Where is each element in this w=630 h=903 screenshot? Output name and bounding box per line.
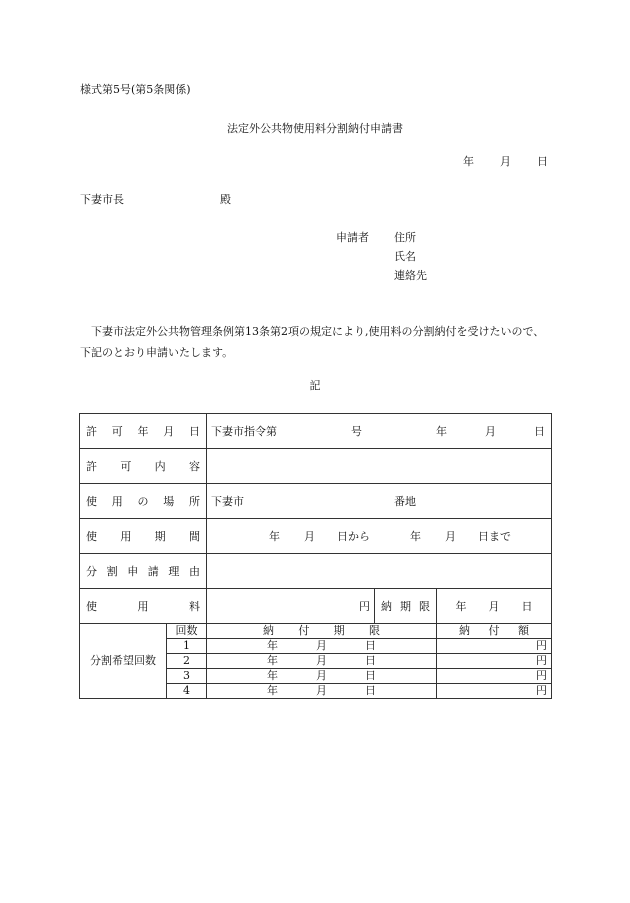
permit-content-label: 許可内容: [80, 449, 207, 484]
period-from-year: 年: [269, 530, 280, 543]
installment-header-row: [80, 624, 552, 639]
permit-content-row: [80, 449, 552, 484]
fee-row: [80, 589, 552, 624]
permit-content-field[interactable]: [207, 449, 552, 484]
installment-amount-field[interactable]: 円: [437, 639, 552, 654]
applicant-name-label: 氏名: [394, 250, 416, 263]
permit-month: 月: [485, 425, 496, 438]
installment-label: 分割希望回数: [80, 624, 167, 699]
period-to-year: 年: [410, 530, 421, 543]
reason-field[interactable]: [207, 554, 552, 589]
document-title: 法定外公共物使用料分割納付申請書: [227, 122, 403, 135]
period-to-suffix: 日まで: [478, 530, 511, 543]
due-month: 月: [488, 600, 500, 613]
fee-amount-field[interactable]: [207, 589, 375, 624]
reason-row: [80, 554, 552, 589]
fee-yen: 円: [359, 600, 370, 613]
body-paragraph: 下妻市法定外公共物管理条例第13条第2項の規定により,使用料の分割納付を受けたいので、下記のとおり申請いたします。: [80, 325, 545, 359]
applicant-contact-label: 連絡先: [394, 269, 427, 282]
installment-amount-field[interactable]: 円: [437, 684, 552, 699]
installment-due-field[interactable]: 年 月 日: [207, 684, 437, 699]
due-day: 日: [521, 600, 533, 613]
amount-header: 納付額: [437, 624, 552, 639]
date-year: 年: [463, 155, 474, 168]
location-banchi: 番地: [394, 495, 416, 508]
location-row: [80, 484, 552, 519]
installment-number: 4: [167, 684, 207, 699]
permit-no-suffix: 号: [351, 425, 362, 438]
form-number-label: 様式第5号(第5条関係): [80, 83, 191, 96]
period-row: [80, 519, 552, 554]
period-to-month: 月: [445, 530, 456, 543]
period-from-month: 月: [304, 530, 315, 543]
installment-number: 3: [167, 669, 207, 684]
permit-day: 日: [534, 425, 545, 438]
period-label: 使用期間: [80, 519, 207, 554]
count-header: 回数: [167, 624, 207, 639]
permit-year: 年: [436, 425, 447, 438]
period-field[interactable]: [207, 519, 552, 554]
ki-heading: 記: [309, 379, 321, 392]
due-year: 年: [455, 600, 467, 613]
period-from-suffix: 日から: [337, 530, 370, 543]
applicant-address-label: 住所: [394, 231, 416, 244]
installment-number: 1: [167, 639, 207, 654]
application-table: [79, 413, 552, 699]
location-label: 使用の場所: [80, 484, 207, 519]
permit-date-row: [80, 414, 552, 449]
applicant-fields: [394, 231, 427, 288]
installment-due-field[interactable]: 年 月 日: [207, 669, 437, 684]
installment-number: 2: [167, 654, 207, 669]
permit-date-field[interactable]: [207, 414, 552, 449]
reason-label: 分割申請理由: [80, 554, 207, 589]
installment-amount-field[interactable]: 円: [437, 669, 552, 684]
permit-prefix: 下妻市指令第: [211, 425, 277, 438]
installment-due-field[interactable]: 年 月 日: [207, 639, 437, 654]
due-label: 納期限: [375, 589, 437, 624]
honorific: 殿: [220, 193, 231, 206]
applicant-label: 申請者: [336, 231, 369, 244]
installment-due-field[interactable]: 年 月 日: [207, 654, 437, 669]
application-date: [463, 155, 548, 169]
addressee: 下妻市長: [80, 193, 124, 206]
due-date-field[interactable]: [437, 589, 552, 624]
due-header: 納付期限: [207, 624, 437, 639]
location-city: 下妻市: [211, 495, 244, 508]
fee-label: 使用料: [80, 589, 207, 624]
permit-date-label: 許可年月日: [80, 414, 207, 449]
installment-amount-field[interactable]: 円: [437, 654, 552, 669]
location-field[interactable]: [207, 484, 552, 519]
date-day: 日: [537, 155, 548, 168]
date-month: 月: [500, 155, 511, 168]
